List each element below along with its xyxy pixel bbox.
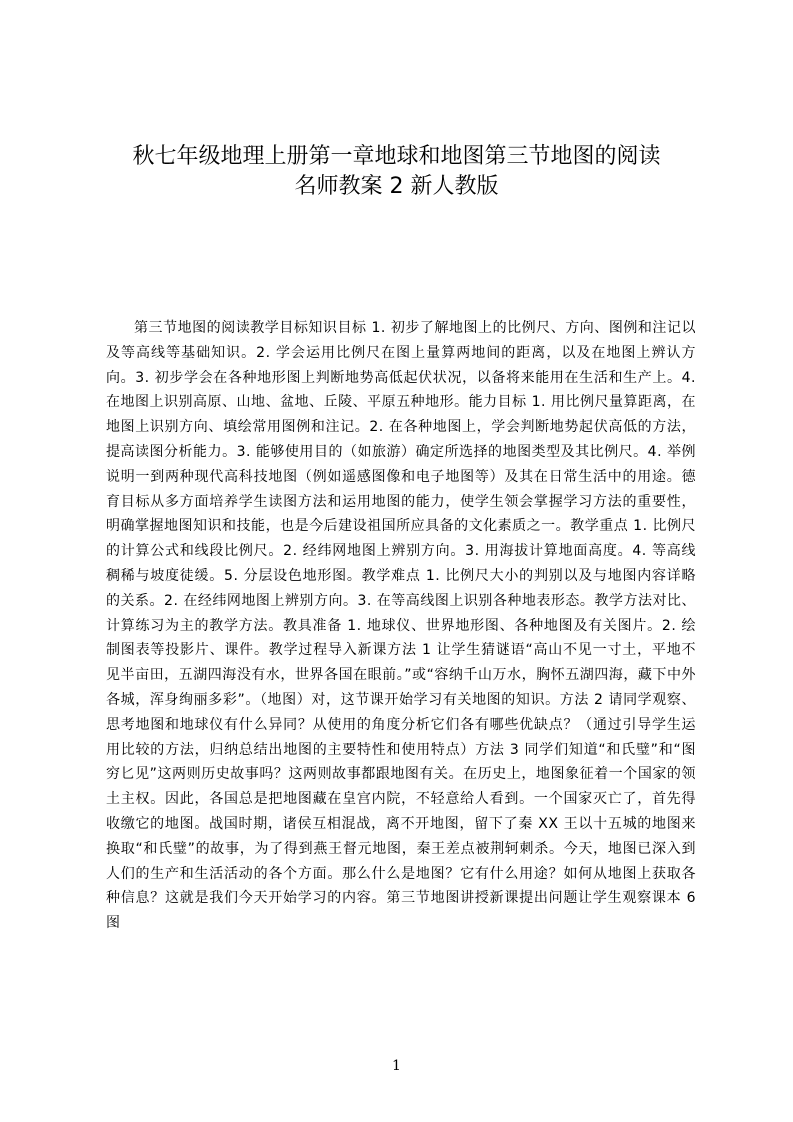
page-number: 1 bbox=[392, 1058, 401, 1074]
title-line-1: 秋七年级地理上册第一章地球和地图第三节地图的阅读 bbox=[132, 144, 661, 169]
body-paragraph: 第三节地图的阅读教学目标知识目标 1. 初步了解地图上的比例尺、方向、图例和注记以及等高线等基础知识。2. 学会运用比例尺在图上量算两地间的距离，以及在地图上辨认方向。3. 初步学会在各种地形图上判断地势高低起伏状况，以备将来能用在生活和生产上。4. 在地图上识别高原、山地、盆地、丘陵、平原五种地形。能力目标 1. 用比例尺量算距离，在地图上识别方向、填绘常用图例和注记。2. 在各种地图上，学会判断地势起伏高低的方法，提高读图分析能力。3. 能够使用目的（如旅游）确定所选择的地图类型及其比例尺。4. 举例说明一到两种现代高科技地图（例如遥感图像和电子地图等）及其在日常生活中的用途。德育目标从多方面培养学生读图方法和运用地图的能力，使学生领会掌握学习方法的重要性，明确掌握地图知识和技能，也是今后建设祖国所应具备的文化素质之一。教学重点 1. 比例尺的计算公式和线段比例尺。2. 经纬网地图上辨别方向。3. 用海拔计算地面高度。4. 等高线稠稀与坡度徒缓。5. 分层设色地形图。教学难点 1. 比例尺大小的判别以及与地图内容详略的关系。2. 在经纬网地图上辨别方向。3. 在等高线图上识别各种地表形态。教学方法对比、计算练习为主的教学方法。教具准备 1. 地球仪、世界地形图、各种地图及有关图片。2. 绘制图表等投影片、课件。教学过程导入新课方法 1 让学生猜谜语“高山不见一寸土，平地不见半亩田，五湖四海没有水，世界各国在眼前。”或“容纳千山万水，胸怀五湖四海，藏下中外各城，浑身绚丽多彩”。（地图）对，这节课开始学习有关地图的知识。方法 2 请同学观察、思考地图和地球仪有什么异同？从使用的角度分析它们各有哪些优缺点？（通过引导学生运用比较的方法，归纳总结出地图的主要特性和使用特点）方法 3 同学们知道“和氏璧”和“图穷匕见”这两则历史故事吗？这两则故事都跟地图有关。在历史上，地图象征着一个国家的领土主权。因此，各国总是把地图藏在皇宫内院，不轻意给人看到。一个国家灭亡了，首先得收缴它的地图。战国时期，诸侯互相混战，离不开地图，留下了秦 XX 王以十五城的地图来换取“和氏璧”的故事，为了得到燕王督元地图，秦王差点被荆轲刺杀。今天，地图已深入到人们的生产和生活活动的各个方面。那么什么是地图？它有什么用途？如何从地图上获取各种信息？这就是我们今天开始学习的内容。第三节地图讲授新课提出问题让学生观察课本 6 图 bbox=[106, 320, 696, 932]
title-line-2: 名师教案 2 新人教版 bbox=[294, 174, 499, 199]
document-title bbox=[95, 142, 698, 202]
